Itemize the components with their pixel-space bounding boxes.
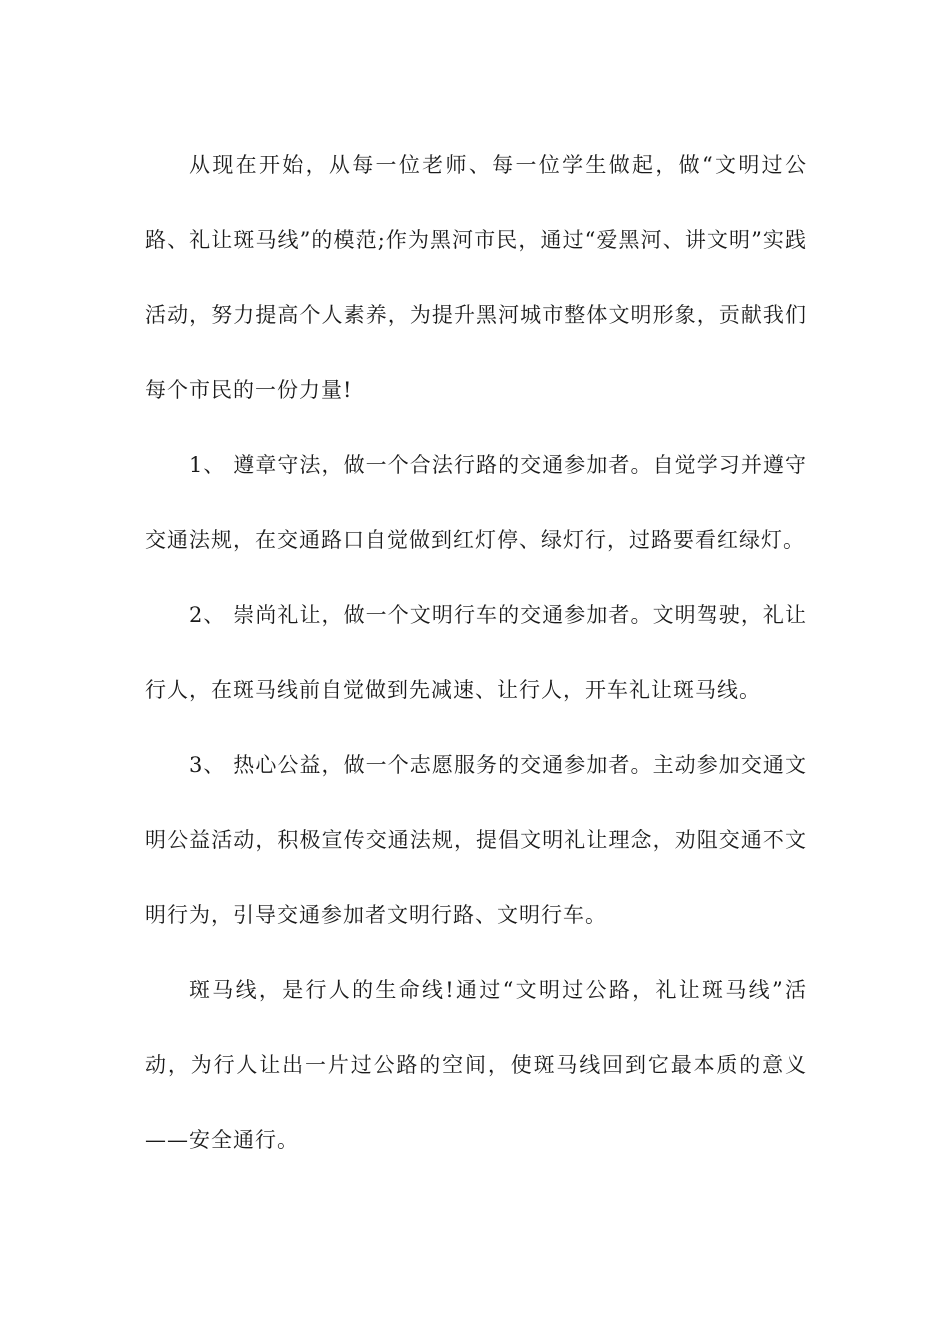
paragraph-item-2: 2、 崇尚礼让，做一个文明行车的交通参加者。文明驾驶，礼让行人，在斑马线前自觉做到先减速、让行人，开车礼让斑马线。 [145, 603, 807, 702]
paragraph-item-3: 3、 热心公益，做一个志愿服务的交通参加者。主动参加交通文明公益活动，积极宣传交通法规，提倡文明礼让理念，劝阻交通不文明行为，引导交通参加者文明行路、文明行车。 [145, 753, 807, 927]
document-body [145, 128, 807, 1178]
paragraph-intro: 从现在开始，从每一位老师、每一位学生做起，做“文明过公路、礼让斑马线”的模范;作为黑河市民，通过“爱黑河、讲文明”实践活动，努力提高个人素养，为提升黑河城市整体文明形象，贡献我们每个市民的一份力量! [145, 153, 807, 402]
paragraph-conclusion: 斑马线，是行人的生命线!通过“文明过公路，礼让斑马线”活动，为行人让出一片过公路的空间，使斑马线回到它最本质的意义——安全通行。 [145, 978, 807, 1152]
paragraph-item-1: 1、 遵章守法，做一个合法行路的交通参加者。自觉学习并遵守交通法规，在交通路口自觉做到红灯停、绿灯行，过路要看红绿灯。 [145, 453, 807, 552]
